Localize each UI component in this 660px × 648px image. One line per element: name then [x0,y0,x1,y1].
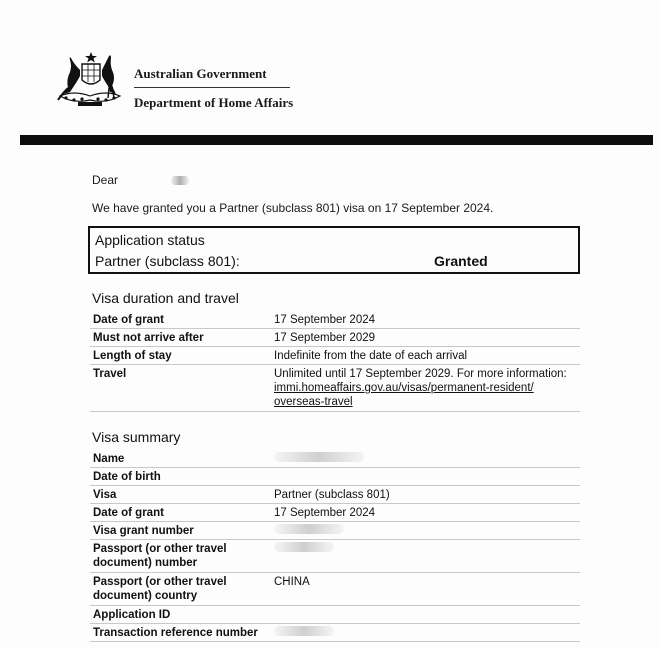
summary-row-application-id [90,605,580,624]
redacted-value [274,542,334,552]
department-name: Department of Home Affairs [134,95,294,110]
header-divider-bar [20,135,653,145]
row-label: Travel [93,368,127,380]
row-label: Length of stay [93,350,172,362]
overseas-travel-link-continued[interactable]: overseas-travel [274,396,353,408]
row-label: Passport (or other travel document) number [93,543,227,569]
row-value [274,452,579,466]
row-label: Transaction reference number [93,627,258,639]
row-label: Date of grant [93,314,164,326]
summary-row-transaction-reference [90,623,580,642]
summary-row-passport-number [90,539,580,573]
row-label: Visa grant number [93,525,194,537]
redacted-value [274,626,334,636]
travel-text: Unlimited until 17 September 2029. For more information: [274,368,567,380]
application-status-box [88,226,580,274]
row-value: 17 September 2024 [274,314,376,326]
government-branding [134,66,294,111]
government-name: Australian Government [134,66,290,88]
redacted-recipient-name [171,176,189,185]
duration-row-date-of-grant [90,310,580,329]
application-status-title: Application status [95,232,205,248]
row-value: Partner (subclass 801) [274,489,390,501]
row-value [274,367,579,409]
summary-row-visa [90,485,580,504]
salutation [92,173,189,187]
summary-row-date-of-birth [90,467,580,486]
salutation-text: Dear [92,173,119,187]
row-label: Must not arrive after [93,332,204,344]
visa-duration-heading: Visa duration and travel [92,290,239,306]
coat-of-arms-icon [54,50,126,108]
summary-row-visa-grant-number [90,521,580,540]
overseas-travel-link[interactable]: immi.homeaffairs.gov.au/visas/permanent-resident/ [274,382,534,394]
summary-row-name [90,449,580,468]
row-value: 17 September 2024 [274,507,376,519]
application-status-visa: Partner (subclass 801): [95,253,240,269]
redacted-value [274,452,364,462]
row-value: 17 September 2029 [274,332,376,344]
row-value [274,626,579,640]
row-label: Date of birth [93,471,161,483]
summary-row-passport-country [90,572,580,606]
row-label: Date of grant [93,507,164,519]
row-value: Indefinite from the date of each arrival [274,350,468,362]
row-value [274,524,579,538]
row-label: Name [93,453,125,465]
row-label: Passport (or other travel document) country [93,576,227,602]
duration-row-length-of-stay [90,346,580,365]
grant-sentence: We have granted you a Partner (subclass 801) visa on 17 September 2024. [92,201,494,215]
duration-row-travel [90,364,580,412]
application-status-value: Granted [434,253,488,269]
row-value: CHINA [274,576,310,588]
visa-summary-heading: Visa summary [92,429,181,445]
row-value [274,542,579,556]
duration-row-must-not-arrive-after [90,328,580,347]
redacted-value [274,524,344,534]
row-label: Application ID [93,609,171,621]
summary-row-date-of-grant [90,503,580,522]
row-label: Visa [93,489,117,501]
